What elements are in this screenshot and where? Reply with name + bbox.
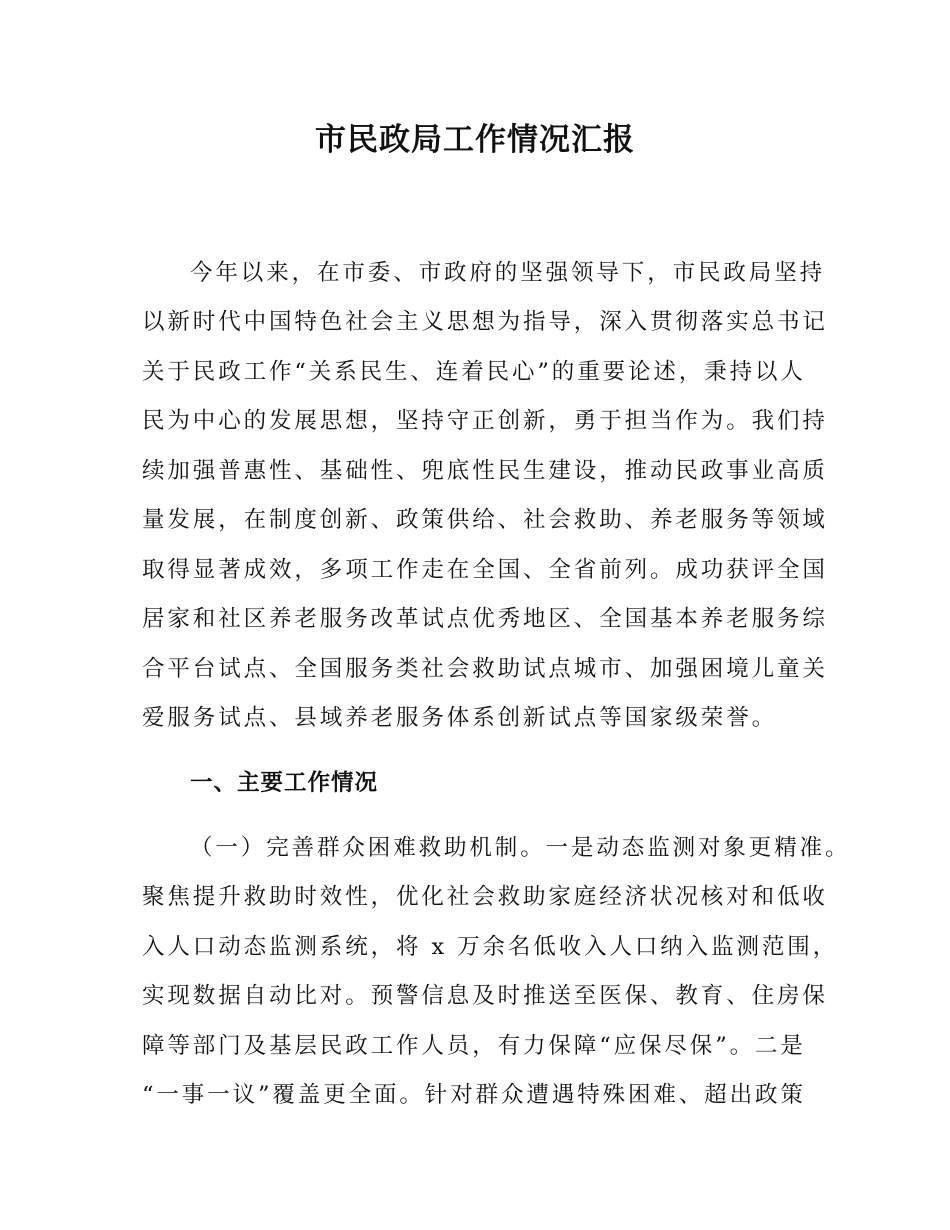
intro-line: 取得显著成效，多项工作走在全国、全省前列。成功获评全国: [142, 557, 828, 583]
intro-line: 民为中心的发展思想，坚持守正创新，勇于担当作为。我们持: [142, 408, 828, 434]
section-line: 入人口动态监测系统，将 x 万余名低收入人口纳入监测范围，: [142, 934, 839, 960]
intro-line: 爱服务试点、县域养老服务体系创新试点等国家级荣誉。: [142, 705, 778, 731]
intro-line: 量发展，在制度创新、政策供给、社会救助、养老服务等领域: [142, 507, 828, 533]
section-line: “一事一议”覆盖更全面。针对群众遭遇特殊困难、超出政策: [142, 1082, 806, 1108]
intro-line: 以新时代中国特色社会主义思想为指导，深入贯彻落实总书记: [142, 309, 828, 335]
section-line: 障等部门及基层民政工作人员，有力保障“应保尽保”。二是: [142, 1033, 806, 1059]
intro-line: 合平台试点、全国服务类社会救助试点城市、加强困境儿童关: [142, 656, 828, 682]
section-line: （一）完善群众困难救助机制。一是动态监测对象更精准。: [190, 835, 851, 861]
section-heading: 一、主要工作情况: [190, 770, 379, 796]
intro-line: 续加强普惠性、基础性、兜底性民生建设，推动民政事业高质: [142, 458, 828, 484]
document-title: 市民政局工作情况汇报: [315, 122, 635, 158]
section-line: 实现数据自动比对。预警信息及时推送至医保、教育、住房保: [142, 983, 828, 1009]
intro-line: 今年以来，在市委、市政府的坚强领导下，市民政局坚持: [190, 260, 826, 286]
intro-line: 关于民政工作“关系民生、连着民心”的重要论述，秉持以人: [142, 359, 806, 385]
intro-line: 居家和社区养老服务改革试点优秀地区、全国基本养老服务综: [142, 606, 828, 632]
section-line: 聚焦提升救助时效性，优化社会救助家庭经济状况核对和低收: [142, 884, 828, 910]
